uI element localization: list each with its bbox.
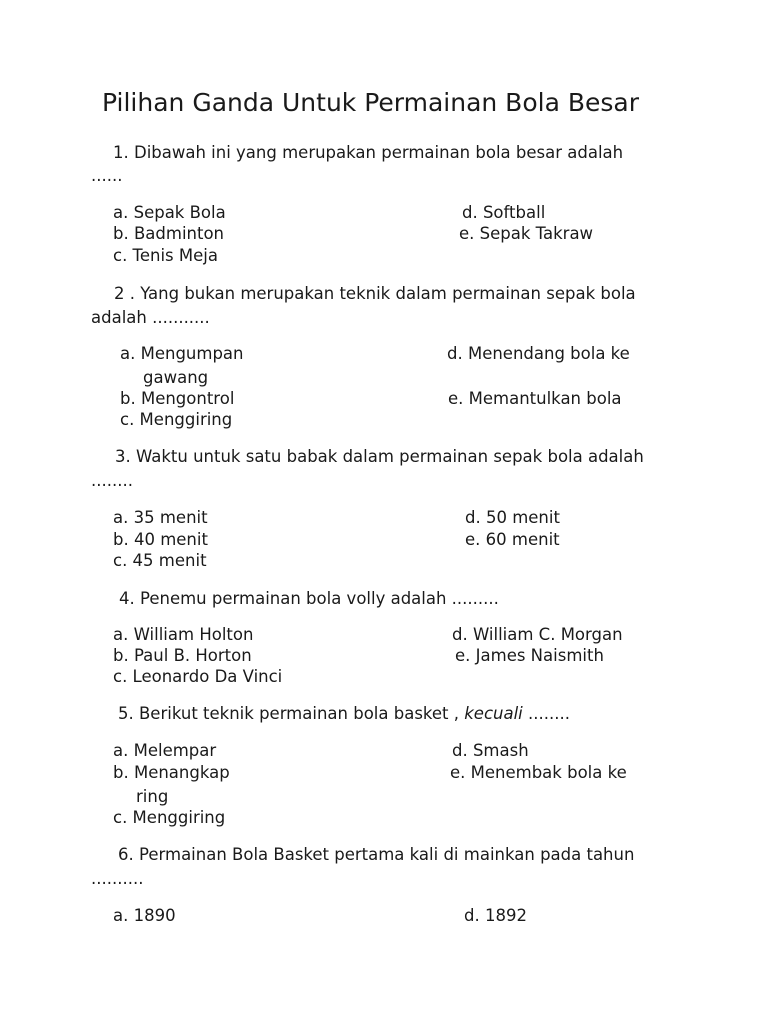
question-2-option-e: e. Memantulkan bola xyxy=(448,389,622,408)
question-1-option-a: a. Sepak Bola xyxy=(113,203,226,222)
question-5-option-d: d. Smash xyxy=(452,741,529,760)
question-4-text: 4. Penemu permainan bola volly adalah ......... xyxy=(119,589,499,608)
question-3-option-a: a. 35 menit xyxy=(113,508,208,527)
question-1-option-b: b. Badminton xyxy=(113,224,225,243)
question-4-option-e: e. James Naismith xyxy=(455,646,604,665)
question-1-option-d: d. Softball xyxy=(462,203,546,222)
question-5-option-c: c. Menggiring xyxy=(113,808,226,827)
question-6-continuation: .......... xyxy=(91,869,144,888)
question-2-option-b: b. Mengontrol xyxy=(120,389,235,408)
question-5-text-end: ........ xyxy=(522,704,570,723)
question-1-option-e: e. Sepak Takraw xyxy=(459,224,594,243)
question-4-option-c: c. Leonardo Da Vinci xyxy=(113,667,283,686)
question-6-option-a: a. 1890 xyxy=(113,906,176,925)
question-1-option-c: c. Tenis Meja xyxy=(113,246,218,265)
question-3-option-c: c. 45 menit xyxy=(113,551,207,570)
question-2-option-d: d. Menendang bola ke xyxy=(447,344,630,363)
question-5-text-start: 5. Berikut teknik permainan bola basket , xyxy=(118,704,465,723)
question-5-option-b: b. Menangkap xyxy=(113,763,230,782)
question-5-option-e: e. Menembak bola ke xyxy=(450,763,627,782)
question-2-continuation: adalah ........... xyxy=(91,308,210,327)
question-6-option-d: d. 1892 xyxy=(464,906,527,925)
question-1-text: 1. Dibawah ini yang merupakan permainan bola besar adalah xyxy=(113,143,624,162)
page-title: Pilihan Ganda Untuk Permainan Bola Besar xyxy=(102,88,639,117)
question-5-text xyxy=(118,704,570,723)
question-3-option-e: e. 60 menit xyxy=(465,530,560,549)
question-5-text-emphasis: kecuali xyxy=(464,704,523,723)
question-4-option-b: b. Paul B. Horton xyxy=(113,646,252,665)
question-3-continuation: ........ xyxy=(91,471,133,490)
question-2-option-a-continued: gawang xyxy=(143,368,209,387)
question-2-text: 2 . Yang bukan merupakan teknik dalam permainan sepak bola xyxy=(114,284,636,303)
question-2-option-c: c. Menggiring xyxy=(120,410,233,429)
question-3-option-b: b. 40 menit xyxy=(113,530,208,549)
question-4-option-a: a. William Holton xyxy=(113,625,254,644)
question-6-text: 6. Permainan Bola Basket pertama kali di mainkan pada tahun xyxy=(118,845,635,864)
question-5-option-b-continued: ring xyxy=(136,787,169,806)
question-1-continuation: ...... xyxy=(91,166,123,185)
question-2-option-a: a. Mengumpan xyxy=(120,344,244,363)
question-5-option-a: a. Melempar xyxy=(113,741,217,760)
question-3-option-d: d. 50 menit xyxy=(465,508,560,527)
question-3-text: 3. Waktu untuk satu babak dalam permainan sepak bola adalah xyxy=(115,447,644,466)
question-4-option-d: d. William C. Morgan xyxy=(452,625,623,644)
